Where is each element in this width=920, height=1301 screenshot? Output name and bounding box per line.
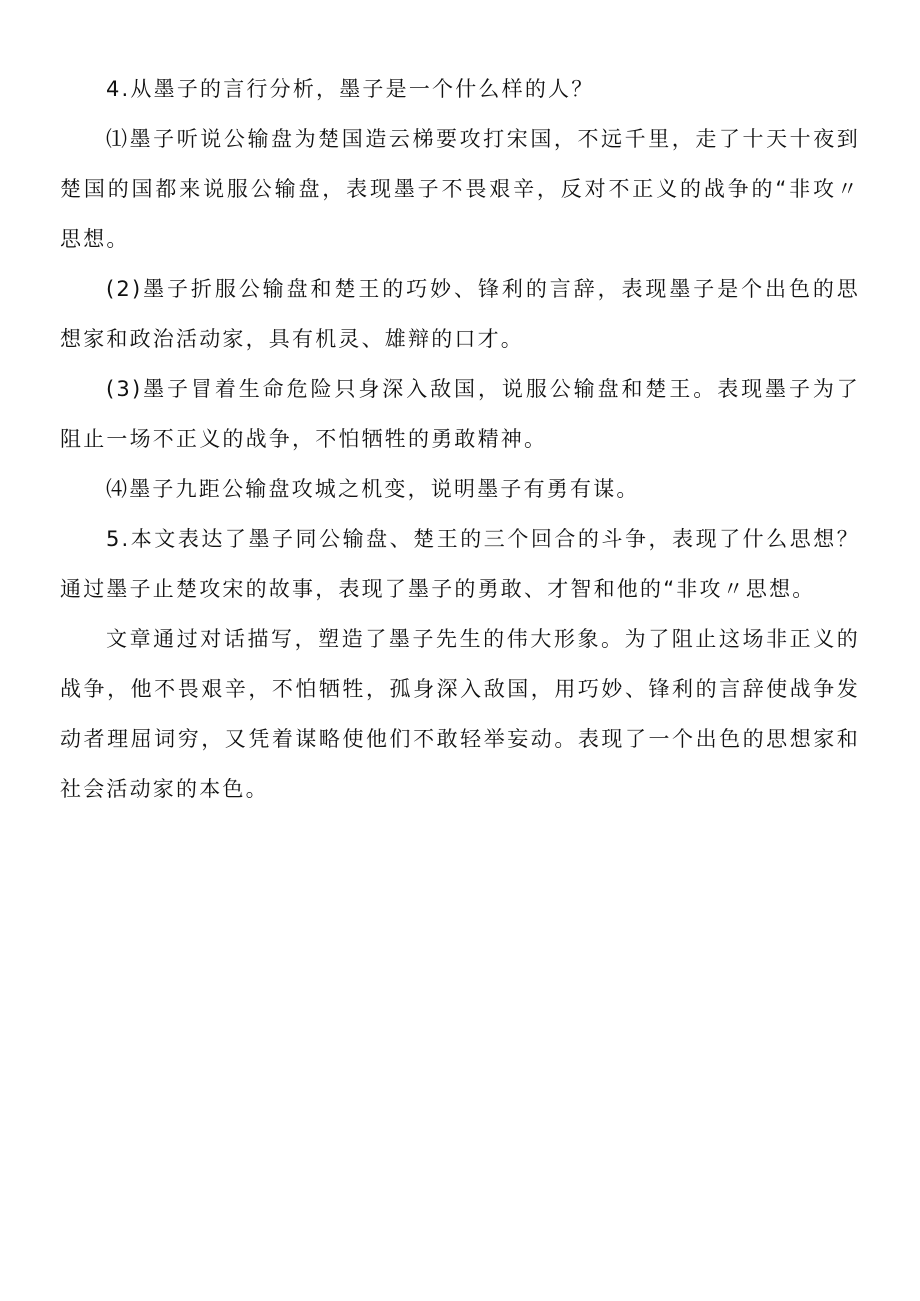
summary-paragraph: 文章通过对话描写，塑造了墨子先生的伟大形象。为了阻止这场非正义的战争，他不畏艰辛，不怕牺牲，孤身深入敌国，用巧妙、锋利的言辞使战争发动者理屈词穷，又凭着谋略使他们不敢轻举妄动。表现了一个出色的思想家和社会活动家的本色。 (60, 627, 860, 801)
answer-4-point-1: ⑴墨子听说公输盘为楚国造云梯要攻打宋国，不远千里，走了十天十夜到楚国的国都来说服公输盘，表现墨子不畏艰辛，反对不正义的战争的“非攻〃思想。 (60, 127, 860, 251)
answer-4-point-2: (2)墨子折服公输盘和楚王的巧妙、锋利的言辞，表现墨子是个出色的思想家和政治活动家，具有机灵、雄辩的口才。 (60, 277, 860, 351)
answer-4-point-4: ⑷墨子九距公输盘攻城之机变，说明墨子有勇有谋。 (106, 477, 640, 501)
question-4-heading: 4.从墨子的言行分析，墨子是一个什么样的人？ (106, 77, 595, 101)
question-5-paragraph: 5.本文表达了墨子同公输盘、楚王的三个回合的斗争，表现了什么思想？通过墨子止楚攻宋的故事，表现了墨子的勇敢、才智和他的“非攻〃思想。 (60, 527, 860, 601)
answer-4-point-3: (3)墨子冒着生命危险只身深入敌国，说服公输盘和楚王。表现墨子为了阻止一场不正义的战争，不怕牺牲的勇敢精神。 (60, 377, 860, 451)
document-body (60, 64, 860, 814)
